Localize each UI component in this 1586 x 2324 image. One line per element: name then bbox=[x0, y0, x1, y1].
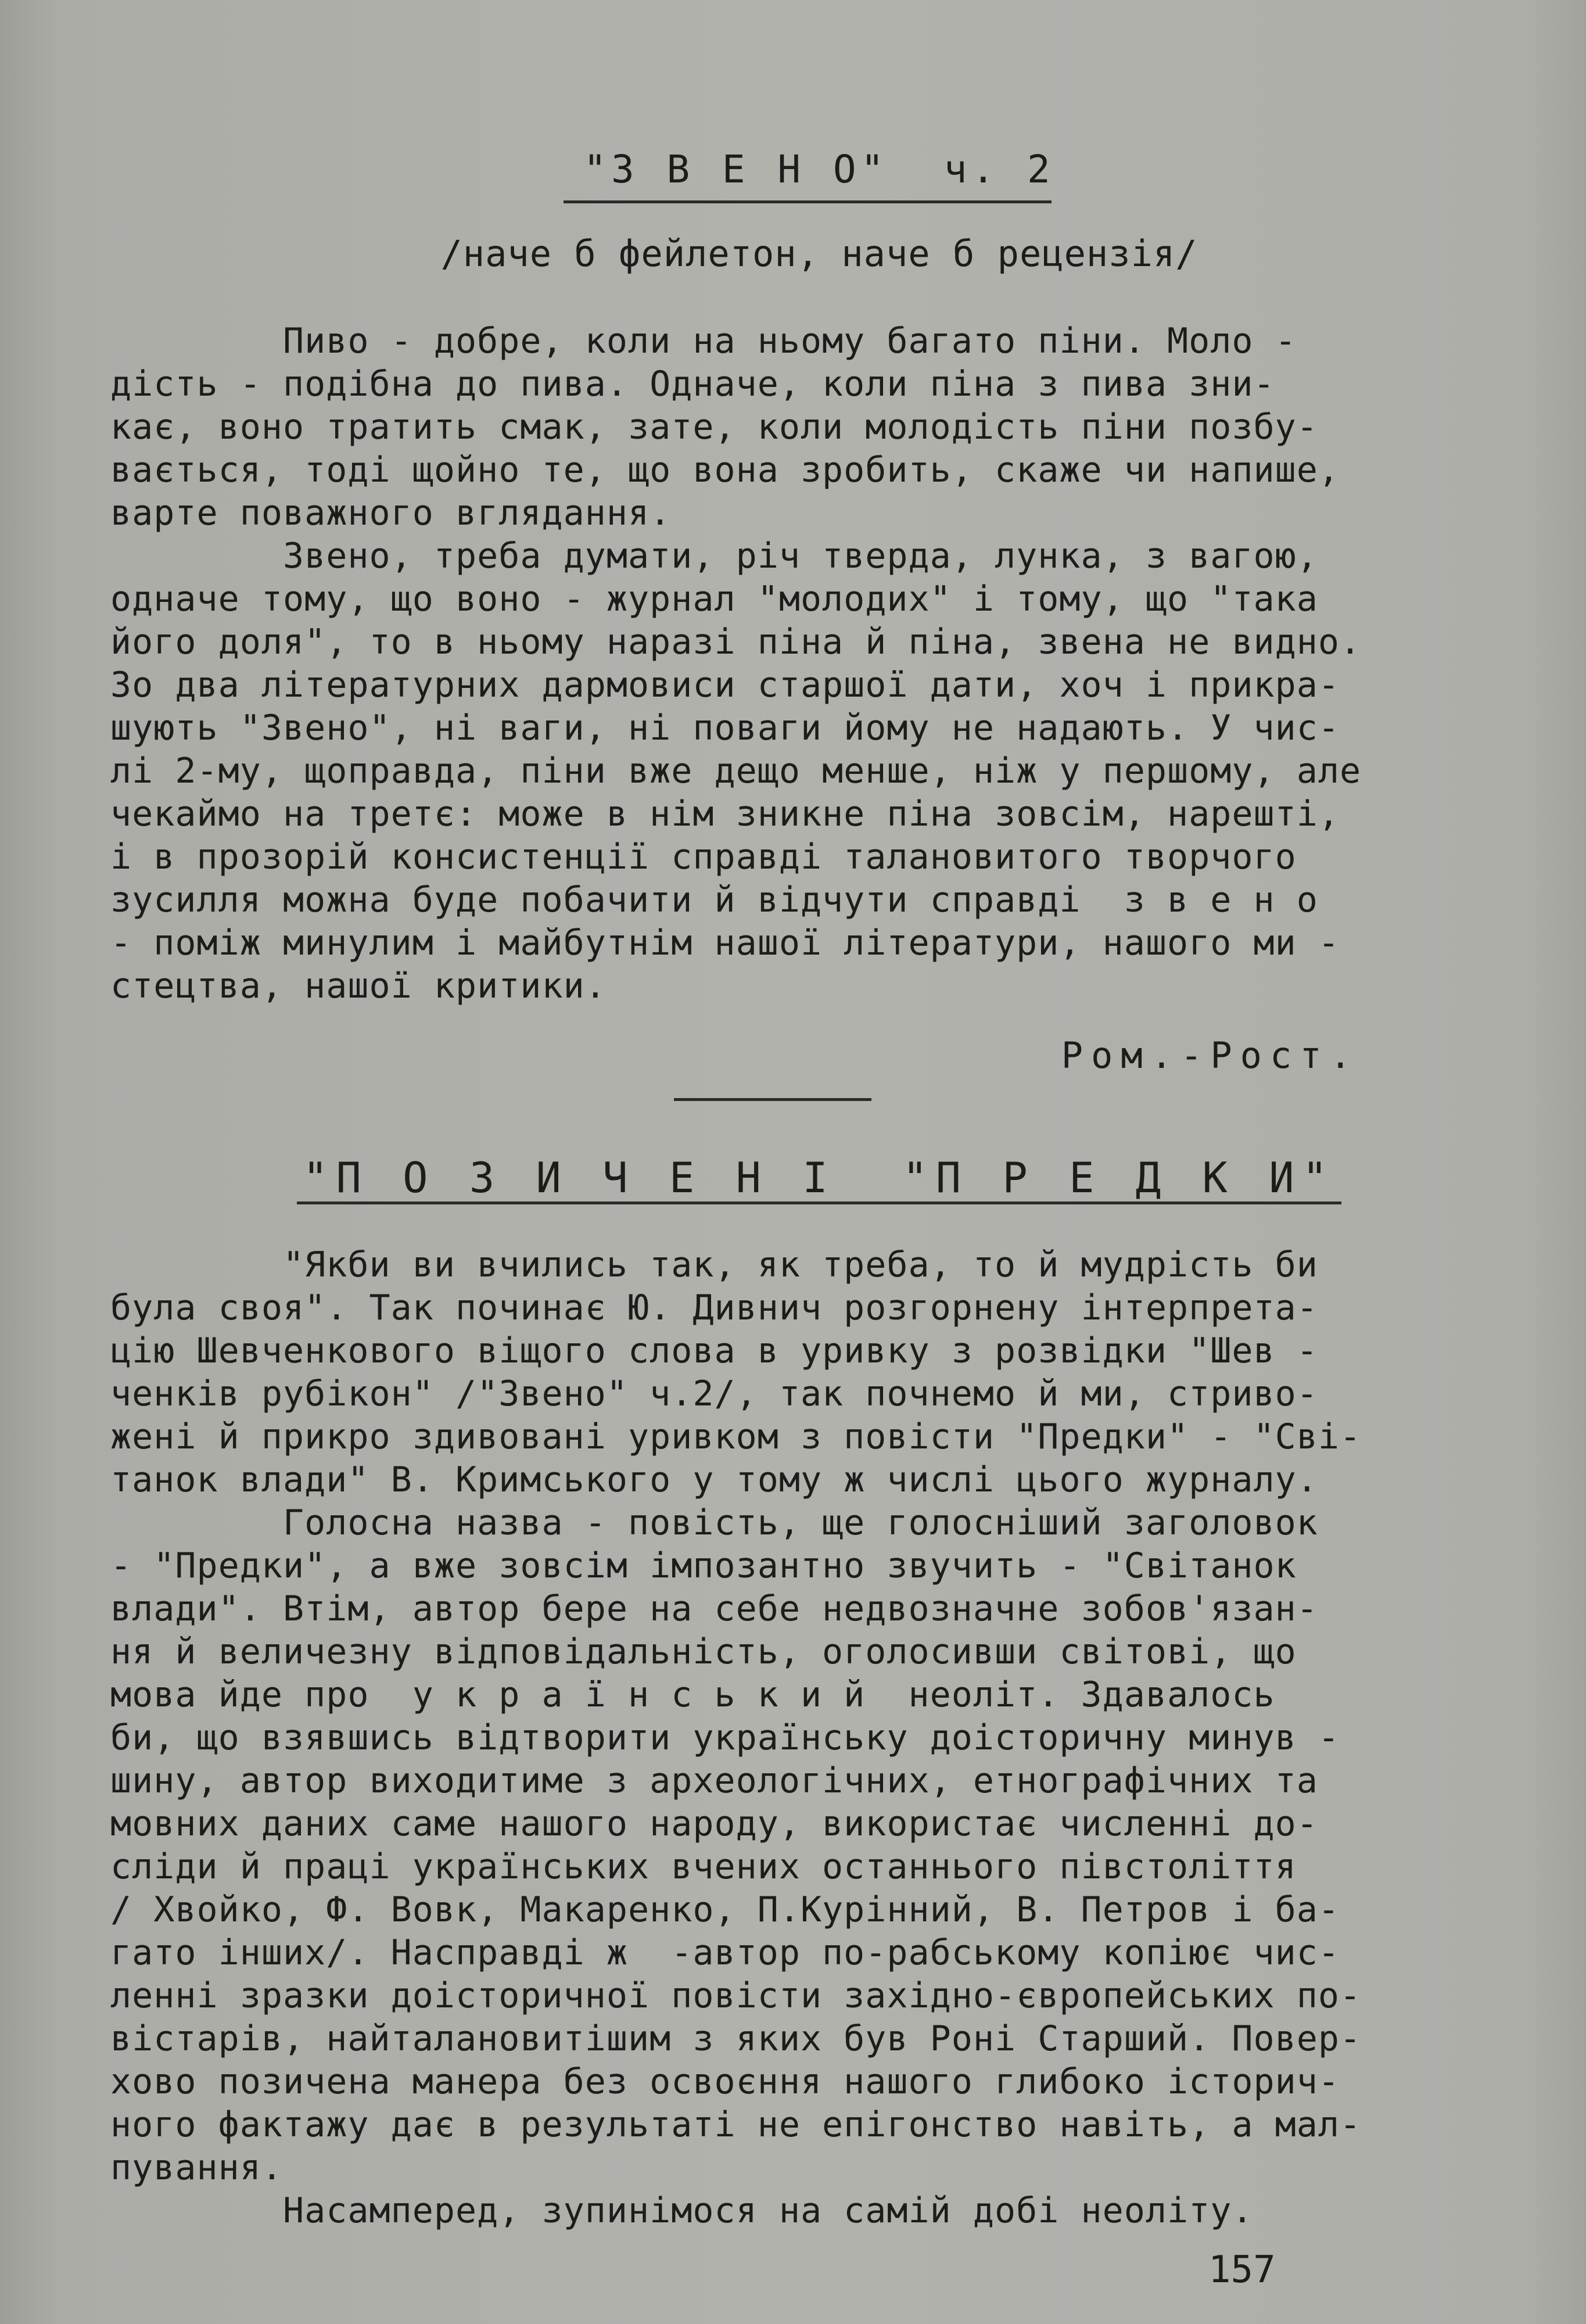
text-line: жені й прикро здивовані уривком з повісти "Предки" - "Сві- bbox=[110, 1416, 1362, 1457]
text-line: лі 2-му, щоправда, піни вже дещо менше, ніж у першому, але bbox=[110, 751, 1362, 791]
section2-title: "П О З И Ч Е Н І "П Р Е Д К И" bbox=[297, 1156, 1341, 1204]
text-line: Голосна назва - повість, ще голосніший заголовок bbox=[110, 1502, 1318, 1543]
text-line: / Хвойко, Ф. Вовк, Макаренко, П.Курінний, В. Петров і ба- bbox=[110, 1889, 1340, 1930]
section2-body bbox=[110, 1243, 1528, 2232]
text-line: стецтва, нашої критики. bbox=[110, 966, 607, 1006]
text-line: ного фактажу дає в результаті не епігонство навіть, а мал- bbox=[110, 2104, 1362, 2145]
text-line: вістарів, найталановитішим з яких був Роні Старший. Повер- bbox=[110, 2018, 1362, 2059]
text-line: була своя". Так починає Ю. Дивнич розгорнену інтерпрета- bbox=[110, 1287, 1318, 1328]
text-line: кає, воно тратить смак, зате, коли молодість піни позбу- bbox=[110, 407, 1318, 447]
section1-title-container bbox=[110, 148, 1528, 191]
section1-body bbox=[110, 320, 1528, 1007]
text-line: Пиво - добре, коли на ньому багато піни. Моло - bbox=[110, 321, 1297, 361]
text-line: - поміж минулим і майбутнім нашої літератури, нашого ми - bbox=[110, 923, 1340, 963]
text-line: хово позичена манера без освоєння нашого глибоко історич- bbox=[110, 2061, 1340, 2102]
text-line: влади". Втім, автор бере на себе недвозначне зобов'язан- bbox=[110, 1588, 1318, 1629]
text-line: пування. bbox=[110, 2147, 283, 2188]
text-line: ня й величезну відповідальність, оголосивши світові, що bbox=[110, 1631, 1297, 1672]
text-line: вається, тоді щойно те, що вона зробить, скаже чи напише, bbox=[110, 450, 1340, 490]
text-line: Звено, треба думати, річ тверда, лунка, з вагою, bbox=[110, 536, 1318, 576]
section-divider bbox=[674, 1098, 871, 1101]
signature-container bbox=[110, 1034, 1359, 1077]
text-line: мова йде про у к р а ї н с ь к и й неоліт. Здавалось bbox=[110, 1674, 1275, 1715]
text-line: Насамперед, зупинімося на самій добі неоліту. bbox=[110, 2190, 1254, 2231]
text-line: шують "Звено", ні ваги, ні поваги йому не надають. У чис- bbox=[110, 708, 1340, 748]
text-line: дість - подібна до пива. Одначе, коли піна з пива зни- bbox=[110, 364, 1275, 404]
text-line: сліди й праці українських вчених останнього півстоліття bbox=[110, 1846, 1297, 1887]
section2-title-container bbox=[110, 1153, 1528, 1204]
text-line: ленні зразки доісторичної повісти західно-європейських по- bbox=[110, 1975, 1362, 2016]
text-line: - "Предки", а вже зовсім імпозантно звучить - "Світанок bbox=[110, 1545, 1297, 1586]
text-line: танок влади" В. Кримського у тому ж числі цього журналу. bbox=[110, 1459, 1318, 1500]
text-line: і в прозорій консистенції справді талановитого творчого bbox=[110, 837, 1297, 877]
section1-title-underline bbox=[564, 200, 1052, 203]
section1-title: "З В Е Н О" ч. 2 bbox=[583, 147, 1055, 192]
text-line: ченків рубікон" /"Звено" ч.2/, так почнемо й ми, стриво- bbox=[110, 1373, 1318, 1414]
text-line: шину, автор виходитиме з археологічних, етнографічних та bbox=[110, 1760, 1318, 1801]
text-line: мовних даних саме нашого народу, використає численні до- bbox=[110, 1803, 1318, 1844]
page-number: 157 bbox=[1208, 2248, 1276, 2291]
text-line: гато інших/. Насправді ж -автор по-рабському копіює чис- bbox=[110, 1932, 1340, 1973]
text-line: одначе тому, що воно - журнал "молодих" і тому, що "така bbox=[110, 579, 1318, 619]
section1-subtitle-container bbox=[110, 232, 1528, 275]
text-line: зусилля можна буде побачити й відчути справді з в е н о bbox=[110, 880, 1318, 920]
text-line: Зо два літературних дармовиси старшої дати, хоч і прикра- bbox=[110, 665, 1340, 705]
section1-subtitle: /наче б фейлетон, наче б рецензія/ bbox=[440, 232, 1198, 275]
text-line: чекаймо на третє: може в нім зникне піна зовсім, нарешті, bbox=[110, 794, 1340, 834]
text-line: би, що взявшись відтворити українську доісторичну минув - bbox=[110, 1717, 1340, 1758]
text-line: цію Шевченкового віщого слова в уривку з розвідки "Шев - bbox=[110, 1330, 1318, 1371]
author-signature: Ром.-Рост. bbox=[1061, 1034, 1359, 1077]
text-line: його доля", то в ньому наразі піна й піна, звена не видно. bbox=[110, 622, 1362, 662]
text-line: варте поважного вглядання. bbox=[110, 493, 672, 533]
text-line: "Якби ви вчились так, як треба, то й мудрість би bbox=[110, 1245, 1318, 1285]
